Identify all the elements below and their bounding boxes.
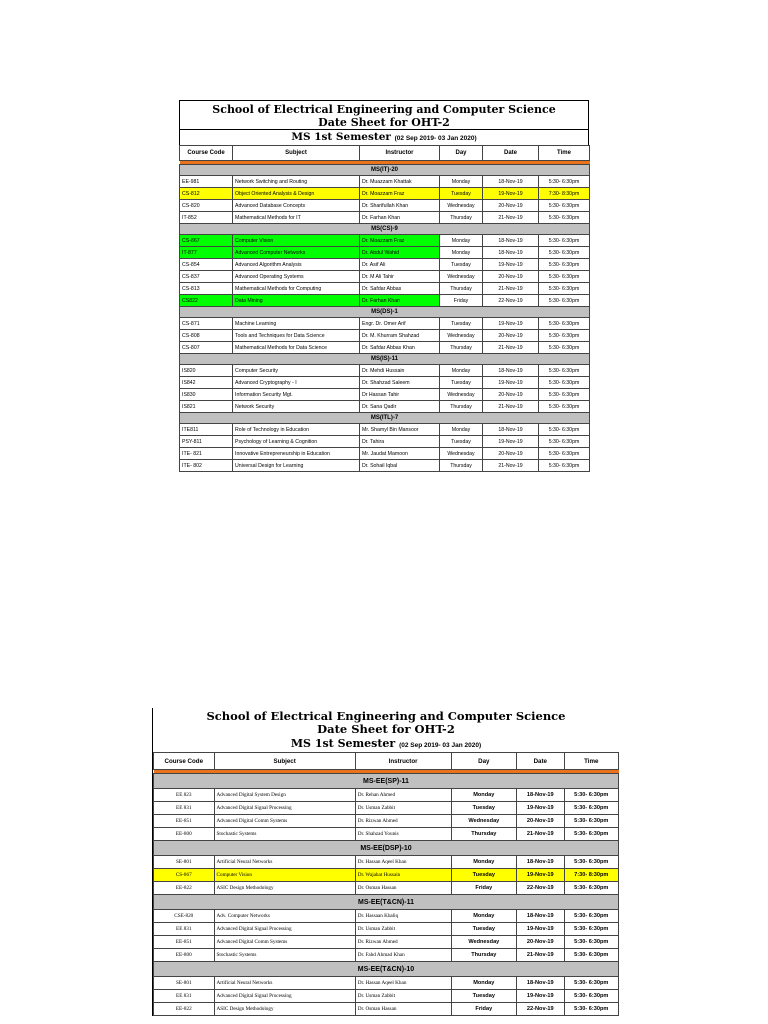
table-row [180,401,590,413]
date-cell: 18-Nov-19 [517,977,564,990]
subject-cell: ASIC Design Methodology [214,1003,355,1016]
date-cell: 18-Nov-19 [483,235,539,247]
instructor-cell: Dr. Hassan Aqeel Khan [355,977,451,990]
date-cell: 21-Nov-19 [517,828,564,841]
table-row [180,188,590,200]
time-cell: 5:30- 6:30pm [539,200,590,212]
day-cell: Thursday [440,212,483,224]
day-cell: Thursday [440,283,483,295]
subject-cell: Artificial Neural Networks [214,977,355,990]
course-code-cell: EE 831 [154,923,215,936]
day-cell: Tuesday [451,923,517,936]
semester-label: MS 1st Semester [290,737,396,751]
subject-header: Subject [214,753,355,770]
day-cell: Thursday [451,828,517,841]
date-cell: 20-Nov-19 [483,389,539,401]
table-row [180,318,590,330]
instructor-header: Instructor [360,146,440,161]
instructor-cell: Dr. Shahzad Saleem [360,377,440,389]
subject-cell: Object Oriented Analysis & Design [233,188,360,200]
instructor-cell: Dr. Usman Zabbit [355,802,451,815]
table-row [154,882,619,895]
time-cell: 5:30- 6:30pm [539,259,590,271]
course-code-cell: ITE811 [180,424,233,436]
table-row [154,856,619,869]
time-cell: 5:30- 6:30pm [564,802,619,815]
day-cell: Wednesday [440,330,483,342]
section-title: MS(CS)-9 [180,224,590,235]
table-row [180,436,590,448]
course-code-cell: CS-813 [180,283,233,295]
day-cell: Tuesday [451,802,517,815]
day-cell: Monday [440,176,483,188]
subject-cell: Stochastic Systems [214,828,355,841]
date-cell: 19-Nov-19 [483,188,539,200]
table-row [180,247,590,259]
table-row [180,295,590,307]
day-cell: Wednesday [440,448,483,460]
subject-cell: Advanced Operating Systems [233,271,360,283]
table-row [154,949,619,962]
subject-cell: ASIC Design Methodology [214,882,355,895]
subject-cell: Mathematical Methods for Data Science [233,342,360,354]
time-cell: 5:30- 6:30pm [539,365,590,377]
date-cell: 20-Nov-19 [483,271,539,283]
schedule-table-1 [179,145,590,472]
time-cell: 5:30- 6:30pm [564,923,619,936]
semester-date-range: (02 Sep 2019- 03 Jan 2020) [394,135,477,143]
semester-date-range: (02 Sep 2019- 03 Jan 2020) [399,742,482,750]
date-cell: 21-Nov-19 [483,401,539,413]
date-cell: 21-Nov-19 [483,212,539,224]
time-cell: 5:30- 6:30pm [539,247,590,259]
time-cell: 5:30- 6:30pm [564,789,619,802]
section-title: MS(ITL)-7 [180,413,590,424]
time-cell: 5:30- 6:30pm [539,460,590,472]
time-cell: 5:30- 6:30pm [564,936,619,949]
schedule-table-2 [153,752,619,1016]
semester-heading [153,736,619,752]
table-row [154,936,619,949]
date-cell: 22-Nov-19 [483,295,539,307]
course-code-cell: IS820 [180,365,233,377]
section-title: MS(IT)-20 [180,165,590,176]
instructor-cell: Dr. Tahira [360,436,440,448]
subject-cell: Information Security Mgt. [233,389,360,401]
subject-cell: Advanced Database Concepts [233,200,360,212]
subject-cell: Artificial Neural Networks [214,856,355,869]
course-code-cell: EE-822 [154,882,215,895]
sheet-1-title [179,100,589,129]
table-row [180,448,590,460]
course-code-cell: EE-851 [154,815,215,828]
subject-cell: Mathematical Methods for IT [233,212,360,224]
table-row [154,815,619,828]
time-cell: 5:30- 6:30pm [539,235,590,247]
instructor-header: Instructor [355,753,451,770]
course-code-cell: EE-981 [180,176,233,188]
course-code-cell: EE-822 [154,1003,215,1016]
course-code-cell: IS830 [180,389,233,401]
date-cell: 20-Nov-19 [483,330,539,342]
subject-cell: Mathematical Methods for Computing [233,283,360,295]
table-row [180,330,590,342]
date-header: Date [483,146,539,161]
instructor-cell: Dr. Farhan Khan [360,295,440,307]
day-cell: Monday [440,247,483,259]
section-row [180,307,590,318]
day-cell: Wednesday [440,200,483,212]
table-row [154,828,619,841]
time-header: Time [564,753,619,770]
subject-cell: Advanced Digital Signal Processing [214,990,355,1003]
date-cell: 19-Nov-19 [517,923,564,936]
day-header: Day [451,753,517,770]
course-code-cell: CSE-820 [154,910,215,923]
day-cell: Thursday [440,460,483,472]
date-cell: 19-Nov-19 [483,436,539,448]
instructor-cell: Dr. Hassaan Khaliq [355,910,451,923]
day-cell: Monday [440,365,483,377]
subject-cell: Machine Learning [233,318,360,330]
course-code-cell: CS822 [180,295,233,307]
date-cell: 20-Nov-19 [517,936,564,949]
subject-cell: Advanced Digital Comm Systems [214,936,355,949]
subject-cell: Network Security [233,401,360,413]
date-cell: 20-Nov-19 [517,815,564,828]
course-code-cell: CS-854 [180,259,233,271]
section-title: MS(DS)-1 [180,307,590,318]
day-cell: Tuesday [451,869,517,882]
subject-cell: Network Switching and Routing [233,176,360,188]
time-cell: 5:30- 6:30pm [564,977,619,990]
course-code-header: Course Code [180,146,233,161]
time-cell: 5:30- 6:30pm [539,448,590,460]
time-cell: 7:30- 8:30pm [564,869,619,882]
course-code-header: Course Code [154,753,215,770]
subject-header: Subject [233,146,360,161]
date-cell: 18-Nov-19 [483,247,539,259]
table-row [154,923,619,936]
date-cell: 21-Nov-19 [483,283,539,295]
header-row [154,753,619,770]
day-cell: Tuesday [451,990,517,1003]
instructor-cell: Dr. Shahzad Younis [355,828,451,841]
course-code-cell: PSY-811 [180,436,233,448]
date-cell: 18-Nov-19 [483,176,539,188]
date-cell: 20-Nov-19 [483,200,539,212]
course-code-cell: CS-807 [180,342,233,354]
section-row [154,962,619,977]
day-cell: Monday [451,789,517,802]
subject-cell: Psychology of Learning & Cognition [233,436,360,448]
instructor-cell: Dr. Sharifullah Khan [360,200,440,212]
time-cell: 5:30- 6:30pm [539,295,590,307]
day-cell: Thursday [440,401,483,413]
section-title: MS-EE(DSP)-10 [154,841,619,856]
day-cell: Tuesday [440,377,483,389]
date-cell: 22-Nov-19 [517,882,564,895]
table-row [180,200,590,212]
table-row [180,342,590,354]
sheet-2-title [153,708,619,736]
instructor-cell: Mr. Shamyl Bin Mansoor [360,424,440,436]
time-cell: 5:30- 6:30pm [564,856,619,869]
instructor-cell: Dr. Osman Hassan [355,1003,451,1016]
course-code-cell: CS-812 [180,188,233,200]
time-cell: 5:30- 6:30pm [564,815,619,828]
date-cell: 19-Nov-19 [517,990,564,1003]
subject-cell: Advanced Digital System Design [214,789,355,802]
time-header: Time [539,146,590,161]
time-cell: 5:30- 6:30pm [539,318,590,330]
instructor-cell: Dr. Muazzam Khattak [360,176,440,188]
day-cell: Tuesday [440,318,483,330]
subject-cell: Advanced Digital Signal Processing [214,802,355,815]
table-row [180,283,590,295]
time-cell: 5:30- 6:30pm [539,401,590,413]
section-row [180,165,590,176]
section-title: MS-EE(T&CN)-10 [154,962,619,977]
day-cell: Monday [440,424,483,436]
table-row [154,789,619,802]
date-cell: 19-Nov-19 [483,377,539,389]
table-row [154,990,619,1003]
section-title: MS-EE(T&CN)-11 [154,895,619,910]
date-cell: 21-Nov-19 [517,949,564,962]
course-code-cell: EE-851 [154,936,215,949]
course-code-cell: SE-801 [154,977,215,990]
course-code-cell: EE 823 [154,789,215,802]
instructor-cell: Dr Hassan Tahir [360,389,440,401]
table-row [180,235,590,247]
day-cell: Tuesday [440,188,483,200]
subject-cell: Role of Technology in Education [233,424,360,436]
time-cell: 5:30- 6:30pm [564,1003,619,1016]
course-code-cell: EE-800 [154,828,215,841]
section-row [154,774,619,789]
date-cell: 22-Nov-19 [517,1003,564,1016]
table-row [180,176,590,188]
instructor-cell: Dr. Rizwan Ahmed [355,815,451,828]
subject-cell: Advanced Computer Networks [233,247,360,259]
time-cell: 7:30- 8:30pm [539,188,590,200]
semester-heading [179,129,589,145]
course-code-cell: IT-852 [180,212,233,224]
section-row [154,895,619,910]
date-cell: 18-Nov-19 [483,365,539,377]
day-cell: Friday [440,295,483,307]
table-row [154,869,619,882]
instructor-cell: Dr. Osman Hassan [355,882,451,895]
date-cell: 18-Nov-19 [517,856,564,869]
table-row [180,212,590,224]
course-code-cell: IT-877 [180,247,233,259]
day-cell: Thursday [451,949,517,962]
subject-cell: Innovative Entrepreneurship in Education [233,448,360,460]
instructor-cell: Mr. Jaudat Mamoon [360,448,440,460]
course-code-cell: CS-867 [154,869,215,882]
subject-cell: Adv. Computer Networks [214,910,355,923]
instructor-cell: Dr. Hassan Aqeel Khan [355,856,451,869]
instructor-cell: Dr. Mehdi Hussain [360,365,440,377]
date-cell: 18-Nov-19 [517,789,564,802]
table-row [180,460,590,472]
instructor-cell: Dr. M Ali Tahir [360,271,440,283]
subject-cell: Advanced Cryptography - I [233,377,360,389]
instructor-cell: Dr. Rehan Ahmed [355,789,451,802]
time-cell: 5:30- 6:30pm [539,424,590,436]
table-row [180,377,590,389]
course-code-cell: CS-871 [180,318,233,330]
course-code-cell: CS-867 [180,235,233,247]
course-code-cell: CS-808 [180,330,233,342]
day-cell: Wednesday [451,936,517,949]
subject-cell: Computer Security [233,365,360,377]
date-cell: 21-Nov-19 [483,342,539,354]
section-row [154,841,619,856]
course-code-cell: SE-801 [154,856,215,869]
course-code-cell: EE 831 [154,802,215,815]
section-row [180,413,590,424]
semester-label: MS 1st Semester [291,131,391,144]
time-cell: 5:30- 6:30pm [539,330,590,342]
school-title: School of Electrical Engineering and Computer Science [212,103,556,116]
instructor-cell: Dr. Abdul Wahid [360,247,440,259]
date-cell: 21-Nov-19 [483,460,539,472]
instructor-cell: Dr. Wajahat Hussain [355,869,451,882]
date-cell: 19-Nov-19 [483,318,539,330]
time-cell: 5:30- 6:30pm [564,949,619,962]
day-cell: Monday [451,977,517,990]
instructor-cell: Dr. Sohail Iqbal [360,460,440,472]
time-cell: 5:30- 6:30pm [539,176,590,188]
subject-cell: Advanced Digital Comm Systems [214,815,355,828]
table-row [180,365,590,377]
time-cell: 5:30- 6:30pm [564,828,619,841]
instructor-cell: Dr. Fahd Ahmad Khan [355,949,451,962]
table-row [154,802,619,815]
table-row [180,271,590,283]
time-cell: 5:30- 6:30pm [564,910,619,923]
date-cell: 20-Nov-19 [483,448,539,460]
date-cell: 18-Nov-19 [483,424,539,436]
course-code-cell: EE-800 [154,949,215,962]
table-row [154,1003,619,1016]
subject-cell: Advanced Algorithm Analysis [233,259,360,271]
date-header: Date [517,753,564,770]
course-code-cell: CS-820 [180,200,233,212]
instructor-cell: Dr. Moazzam Fraz [360,235,440,247]
date-sheet-1 [179,100,589,472]
day-cell: Monday [451,856,517,869]
section-row [180,224,590,235]
course-code-cell: IS842 [180,377,233,389]
time-cell: 5:30- 6:30pm [564,990,619,1003]
time-cell: 5:30- 6:30pm [539,212,590,224]
subject-cell: Tools and Techniques for Data Science [233,330,360,342]
section-row [180,354,590,365]
table-row [180,424,590,436]
table-row [154,910,619,923]
instructor-cell: Dr. Moazzam Fraz [360,188,440,200]
time-cell: 5:30- 6:30pm [539,436,590,448]
day-cell: Tuesday [440,259,483,271]
instructor-cell: Dr. Usman Zabbit [355,990,451,1003]
date-cell: 18-Nov-19 [517,910,564,923]
time-cell: 5:30- 6:30pm [539,389,590,401]
date-cell: 19-Nov-19 [483,259,539,271]
section-title: MS-EE(SP)-11 [154,774,619,789]
day-cell: Monday [451,910,517,923]
table-row [180,259,590,271]
day-cell: Wednesday [440,389,483,401]
course-code-cell: CS-837 [180,271,233,283]
table-row [154,977,619,990]
date-cell: 19-Nov-19 [517,802,564,815]
date-sheet-2 [152,708,619,1016]
day-cell: Friday [451,882,517,895]
subject-cell: Universal Design for Learning [233,460,360,472]
course-code-cell: IS821 [180,401,233,413]
instructor-cell: Engr. Dr. Omer Arif [360,318,440,330]
subject-cell: Stochastic Systems [214,949,355,962]
time-cell: 5:30- 6:30pm [539,271,590,283]
course-code-cell: ITE- 802 [180,460,233,472]
day-cell: Thursday [440,342,483,354]
subject-cell: Computer Vision [214,869,355,882]
instructor-cell: Dr. Safdar Abbas Khan [360,342,440,354]
day-cell: Wednesday [440,271,483,283]
course-code-cell: EE 831 [154,990,215,1003]
day-cell: Monday [440,235,483,247]
school-title: School of Electrical Engineering and Computer Science [206,709,566,723]
section-title: MS(IS)-11 [180,354,590,365]
day-cell: Tuesday [440,436,483,448]
oht-title: Date Sheet for OHT-2 [317,722,455,737]
subject-cell: Data Mining [233,295,360,307]
instructor-cell: Dr. Rizwan Ahmed [355,936,451,949]
subject-cell: Advanced Digital Signal Processing [214,923,355,936]
time-cell: 5:30- 6:30pm [539,283,590,295]
instructor-cell: Dr. Safdar Abbas [360,283,440,295]
instructor-cell: Dr. Asif Ali [360,259,440,271]
table-row [180,389,590,401]
course-code-cell: ITE- 821 [180,448,233,460]
day-cell: Wednesday [451,815,517,828]
header-row [180,146,590,161]
day-cell: Friday [451,1003,517,1016]
time-cell: 5:30- 6:30pm [539,342,590,354]
oht-title: Date Sheet for OHT-2 [318,115,450,129]
time-cell: 5:30- 6:30pm [539,377,590,389]
instructor-cell: Dr. Sana Qadir [360,401,440,413]
instructor-cell: Dr. Usman Zabbit [355,923,451,936]
date-cell: 19-Nov-19 [517,869,564,882]
instructor-cell: Dr. M. Khurram Shahzad [360,330,440,342]
day-header: Day [440,146,483,161]
instructor-cell: Dr. Farhan Khan [360,212,440,224]
time-cell: 5:30- 6:30pm [564,882,619,895]
subject-cell: Computer Vision [233,235,360,247]
